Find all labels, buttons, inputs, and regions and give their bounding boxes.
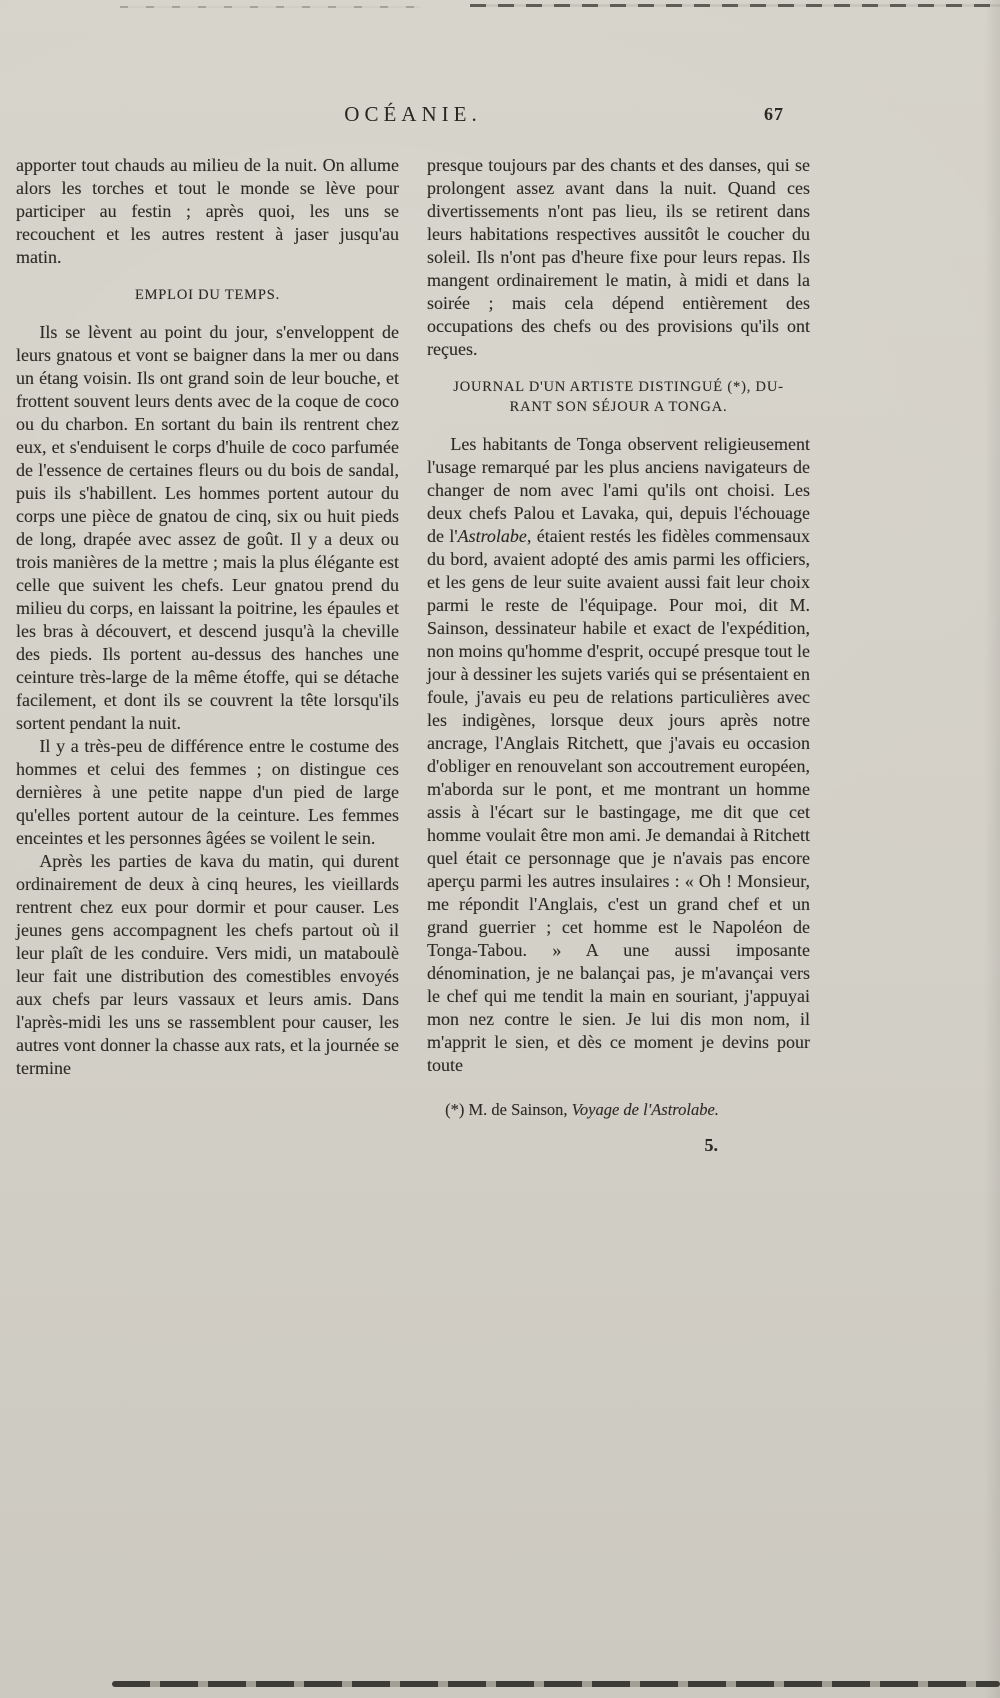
footnote-prefix: (*) M. de Sainson, bbox=[445, 1100, 572, 1119]
para-costume-difference: Il y a très-peu de différence entre le costume des hommes et celui des femmes ; on distingue ces dernières à une petite nappe d'un pied de large qu'elles portent autour de la ceinture. Les femmes enceintes et les personnes âgées se voilent le sein. bbox=[16, 736, 399, 848]
footnote-title-italic: Voyage de l'Astrolabe. bbox=[571, 1100, 719, 1119]
journal-text-after: étaient restés les fidèles commensaux du bord, avaient adopté des amis parmi les officiers, et les gens de leur suite avaient aussi fait leur choix parmi le reste de l'équipage. Pour moi, dit M. Sainson, dessinateur habile et exact de l'expédition, non moins qu'homme d'esprit, occupé presque tout le jour à dessiner les sujets variés qui se présentaient en foule, j'avais eu peu de relations particulières avec les indigènes, lorsque deux jours après notre ancrage, l'Anglais Ritchett, que j'avais eu occasion d'obliger en renouvelant son accoutrement européen, m'aborda sur le pont, et me montrant un homme assis à l'écart sur le bastingage, me dit que cet homme voulait être mon ami. Je demandai à Ritchett quel était ce personnage que je n'avais pas encore aperçu parmi les autres insulaires : « Oh ! Monsieur, me répondit l'Anglais, c'est un grand chef et un grand guerrier ; cet homme est le Napoléon de Tonga-Tabou. » A une aussi imposante dénomination, je ne balançai pas, je m'avançai vers le chef qui me tendit la main en souriant, j'appuyai mon nez contre le sien. Je lui dis mon nom, il m'apprit le sien, et dès ce moment je devins pour toute bbox=[427, 526, 811, 1075]
printer-signature-mark: 5. bbox=[704, 1135, 718, 1155]
para-intro-continuation: apporter tout chauds au milieu de la nuit. On allume alors les torches et tout le monde se lève pour participer au festin ; après quoi, les uns se recouchent et les autres restent à jaser jusqu'au matin. bbox=[16, 155, 399, 267]
para-evenings-continuation: presque toujours par des chants et des danses, qui se prolongent assez avant dans la nuit. Quand ces divertissements n'ont pas lieu, ils se retirent dans leurs habitations respectives aussitôt le coucher du soleil. Ils n'ont pas d'heure fixe pour leurs repas. Ils mangent ordinairement le matin, à midi et dans la soirée ; mais cela dépend entièrement des occupations des chefs ou des provisions qu'ils ont reçues. bbox=[427, 155, 810, 359]
scan-edge-shadow bbox=[984, 0, 1000, 1698]
text-columns bbox=[16, 154, 810, 1157]
para-journal-tonga bbox=[427, 433, 810, 1077]
footnote-sainson bbox=[427, 1099, 772, 1120]
journal-text-before: Les habitants de Tonga observent religieusement l'usage remarqué par les plus anciens navigateurs de changer de nom avec l'ami qu'ils ont choisi. Les deux chefs Palou et Lavaka, qui, depuis l'échouage de l' bbox=[427, 434, 810, 546]
scan-artifact-top bbox=[470, 4, 1000, 7]
journal-astrolabe-italic: Astrolabe, bbox=[457, 526, 532, 546]
para-kava-afternoon: Après les parties de kava du matin, qui durent ordinairement de deux à cinq heures, les vieillards rentrent chez eux pour dormir et pour causer. Les jeunes gens accompagnent les chefs partout où il leur plaît de les conduire. Vers midi, un mataboulè leur fait une distribution des comestibles envoyés aux chefs par leurs vassaux et leurs amis. Dans l'après-midi les uns se rassemblent pour causer, les autres vont donner la chasse aux rats, et la journée se termine bbox=[16, 851, 399, 1078]
para-daily-routine: Ils se lèvent au point du jour, s'enveloppent de leurs gnatous et vont se baigner dans la mer ou dans un étang voisin. Ils ont grand soin de leur bouche, et frottent souvent leurs dents avec de la coque de coco ou du charbon. En sortant du bain ils rentrent chez eux, et s'enduisent le corps d'huile de coco parfumée de l'essence de certaines fleurs ou du bois de sandal, puis ils s'habillent. Les hommes portent autour du corps une pièce de gnatou de cinq, six ou huit pieds de long, drapée avec assez de goût. Il y a deux ou trois manières de la mettre ; mais la plus élégante est celle que suivent les chefs. Leur gnatou prend du milieu du corps, en laissant la poitrine, les épaules et les bras à découvert, et descend jusqu'à la cheville des pieds. Ils portent au-dessus des hanches une ceinture très-large de la même étoffe, qui se détache facilement, et dont ils se couvrent la tête lorsqu'ils sortent pendant la nuit. bbox=[16, 322, 399, 733]
column-left bbox=[16, 154, 399, 1157]
page-number: 67 bbox=[764, 104, 784, 124]
heading-line-1: JOURNAL D'UN ARTISTE DISTINGUÉ (*), DU- bbox=[453, 379, 784, 395]
section-heading-emploi-du-temps: EMPLOI DU TEMPS. bbox=[134, 287, 281, 303]
section-heading-journal-artiste bbox=[433, 377, 804, 417]
heading-line-2: RANT SON SÉJOUR A TONGA. bbox=[509, 399, 728, 415]
running-title: OCÉANIE. bbox=[344, 102, 482, 126]
scan-artifact-bottom bbox=[112, 1681, 1000, 1687]
running-head bbox=[16, 102, 810, 130]
scan-artifact-top-faint bbox=[120, 6, 420, 8]
column-right bbox=[427, 154, 810, 1157]
page-content bbox=[16, 102, 810, 1157]
